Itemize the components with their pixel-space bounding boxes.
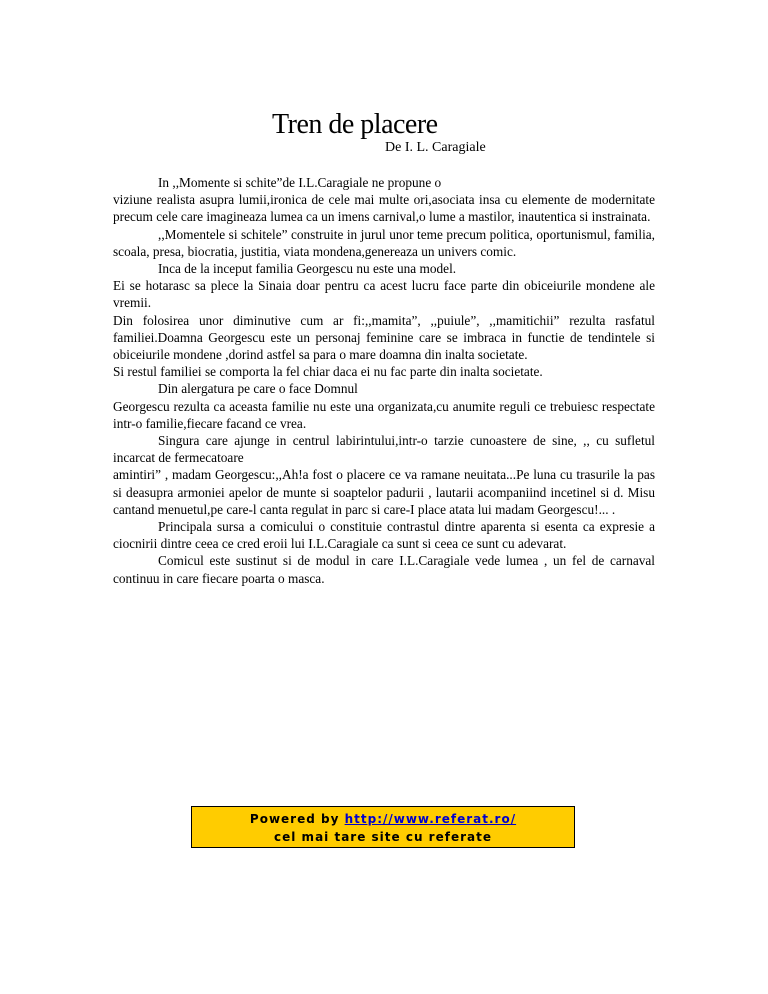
paragraph: Din folosirea unor diminutive cum ar fi:,,mamita”, ,,puiule”, ,,mamitichii” rezulta rasfatul familiei.Doamna Georgescu este un personaj feminine care se imbraca in functie de tendintele si obiceiurile mondene ,dorind astfel sa para o mare doamna din inalta societate.: [113, 312, 655, 363]
paragraph: Din alergatura pe care o face Domnul: [158, 381, 358, 397]
referat-link[interactable]: http://www.referat.ro/: [344, 812, 517, 826]
document-body: [113, 174, 655, 587]
paragraph: Ei se hotarasc sa plece la Sinaia doar pentru ca acest lucru face parte din obiceiurile mondene ale vremii.: [113, 278, 655, 311]
paragraph: Principala sursa a comicului o constituie contrastul dintre aparenta si esenta ca expresie a ciocnirii dintre ceea ce cred eroii lui I.L.Caragiale ca sunt si ceea ce sunt cu adevarat.: [113, 519, 655, 552]
paragraph: Singura care ajunge in centrul labirintului,intr-o tarzie cunoastere de sine, ,, cu sufletul incarcat de fermecatoare: [113, 433, 655, 466]
powered-by-banner: [191, 806, 575, 848]
paragraph: Inca de la inceput familia Georgescu nu este una model.: [158, 261, 457, 277]
paragraph: viziune realista asupra lumii,ironica de cele mai multe ori,asociata insa cu elemente de modernitate precum cele care imagineaza lumea ca un imens carnival,o lume a mastilor, inautentica si instrainata.: [113, 192, 655, 225]
paragraph: amintiri” , madam Georgescu:,,Ah!a fost o placere ce va ramane neuitata...Pe luna cu trasurile la pas si deasupra armoniei apelor de munte si soaptelor padurii , lautarii acompaniind incetinel si d. Misu cantand menuetul,pe care-l canta regulat in parc si care-I place atata lui madam Georgescu!... .: [113, 467, 655, 517]
paragraph: Georgescu rezulta ca aceasta familie nu este una organizata,cu anumite reguli ce trebuiesc respectate intr-o familie,fiecare facand ce vrea.: [113, 398, 655, 431]
paragraph: In ,,Momente si schite”de I.L.Caragiale ne propune o: [158, 175, 442, 190]
banner-tagline: cel mai tare site cu referate: [274, 830, 492, 844]
powered-by-label: Powered by: [249, 812, 345, 826]
author-line: De I. L. Caragiale: [385, 140, 486, 155]
document-title: Tren de placere: [272, 109, 438, 140]
paragraph: ,,Momentele si schitele” construite in jurul unor teme precum politica, oportunismul, familia, scoala, presa, biocratia, justitia, viata mondena,genereaza un univers comic.: [113, 226, 655, 259]
paragraph: Comicul este sustinut si de modul in care I.L.Caragiale vede lumea , un fel de carnaval continuu in care fiecare poarta o masca.: [113, 553, 655, 586]
paragraph: Si restul familiei se comporta la fel chiar daca ei nu fac parte din inalta societate.: [113, 364, 543, 380]
banner-first-line: [192, 810, 574, 828]
